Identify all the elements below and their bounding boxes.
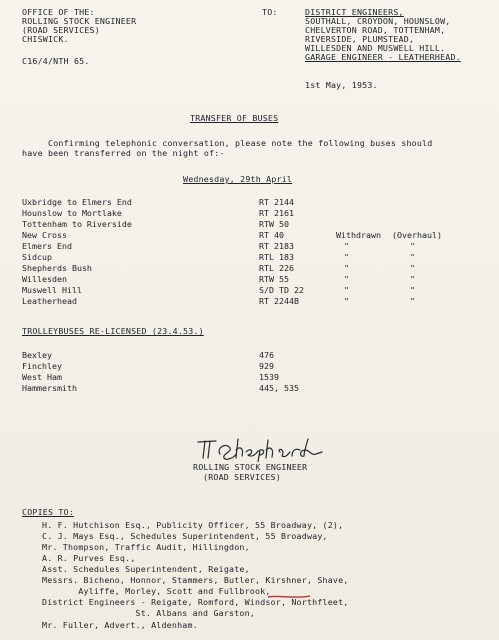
bus-cell: RTW 50 [259,219,289,229]
list-item: Messrs. Bicheno, Honnor, Stammers, Butler, Kirshner, Shave, [42,575,349,585]
list-item: Asst. Schedules Superintendent, Reigate, [42,564,250,574]
note-cell: " [344,274,349,284]
bus-cell: RT 2244B [259,296,299,306]
note-cell: " [410,263,415,273]
place-cell: West Ham [22,372,62,382]
route-cell: Willesden [22,274,67,284]
note-cell: " [410,241,415,251]
table-row [22,252,415,262]
bus-cell: RT 40 [259,230,284,240]
note-cell: " [410,285,415,295]
list-item: St. Albans and Garston, [42,608,256,618]
to-line: SOUTHALL, CROYDON, HOUNSLOW, [305,16,451,26]
route-cell: Elmers End [22,241,72,251]
red-pen-mark [266,594,312,600]
bus-cell: RTL 183 [259,252,294,262]
note-cell: " [344,241,349,251]
route-cell: Sidcup [22,252,52,262]
table-row [22,241,415,251]
route-cell: Hounslow to Mortlake [22,208,122,218]
number-cell: 445, 535 [259,383,299,393]
table-row [22,383,299,393]
list-item: A. R. Purves Esq., [42,553,136,563]
memo-title: TRANSFER OF BUSES [190,113,279,123]
route-cell: Shepherds Bush [22,263,92,273]
intro-line: Confirming telephonic conversation, please note the following buses should [48,138,433,148]
list-item: H. F. Hutchison Esq., Publicity Officer, 55 Broadway, (2), [42,520,344,530]
note-cell: " [344,263,349,273]
copies-heading: COPIES TO: [22,507,74,517]
intro-line: have been transferred on the night of:- [22,148,225,158]
list-item: C. J. Mays Esq., Schedules Superintendent, 55 Broadway, [42,531,328,541]
note-cell: (Overhaul) [392,230,442,240]
bus-cell: RTL 226 [259,263,294,273]
reference-number: C16/4/NTH 65. [22,56,90,66]
list-item: Mr. Thompson, Traffic Audit, Hillingdon, [42,542,250,552]
note-cell: " [344,296,349,306]
signatory-department: (ROAD SERVICES) [203,472,281,482]
number-cell: 929 [259,361,274,371]
table-row [22,285,415,295]
bus-cell: RTW 55 [259,274,289,284]
note-cell: " [410,274,415,284]
place-cell: Hammersmith [22,383,77,393]
list-item: Ayliffe, Morley, Scott and Fullbrook, [42,586,271,596]
route-cell: Uxbridge to Elmers End [22,197,132,207]
from-line: OFFICE OF THE: [22,7,95,17]
route-cell: Tottenham to Riverside [22,219,132,229]
number-cell: 1539 [259,372,279,382]
table-row [22,296,415,306]
bus-cell: RT 2161 [259,208,294,218]
memo-date: 1st May, 1953. [305,80,378,90]
note-cell: " [410,296,415,306]
to-line: DISTRICT ENGINEERS, [305,7,404,17]
list-item: Mr. Fuller, Advert., Aldenham. [42,620,198,630]
table-row [22,230,442,240]
handwritten-signature [196,436,326,462]
route-cell: Muswell Hill [22,285,82,295]
to-line: WILLESDEN AND MUSWELL HILL. [305,43,446,53]
number-cell: 476 [259,350,274,360]
table-row [22,263,415,273]
bus-cell: S/D TD 22 [259,285,304,295]
table-row [22,197,294,207]
to-line: RIVERSIDE, PLUMSTEAD, [305,34,415,44]
signatory-title: ROLLING STOCK ENGINEER [193,462,308,472]
trolleybus-heading: TROLLEYBUSES RE-LICENSED (23.4.53.) [22,326,204,336]
place-cell: Finchley [22,361,62,371]
table-row [22,219,289,229]
from-line: CHISWICK. [22,34,69,44]
note-cell: " [344,285,349,295]
from-line: (ROAD SERVICES) [22,25,100,35]
bus-cell: RT 2183 [259,241,294,251]
transfer-date-heading: Wednesday, 29th April [183,174,293,184]
bus-cell: RT 2144 [259,197,294,207]
note-cell: Withdrawn [336,230,381,240]
list-item: District Engineers - Reigate, Romford, Windsor, Northfleet, [42,597,349,607]
table-row [22,208,294,218]
to-label: TO: [262,7,278,17]
route-cell: New Cross [22,230,67,240]
to-line: GARAGE ENGINEER - LEATHERHEAD. [305,52,461,62]
table-row [22,372,279,382]
table-row [22,350,274,360]
route-cell: Leatherhead [22,296,77,306]
from-line: ROLLING STOCK ENGINEER [22,16,137,26]
to-line: CHELVERTON ROAD, TOTTENHAM, [305,25,446,35]
table-row [22,274,415,284]
table-row [22,361,274,371]
place-cell: Bexley [22,350,52,360]
note-cell: " [344,252,349,262]
note-cell: " [410,252,415,262]
